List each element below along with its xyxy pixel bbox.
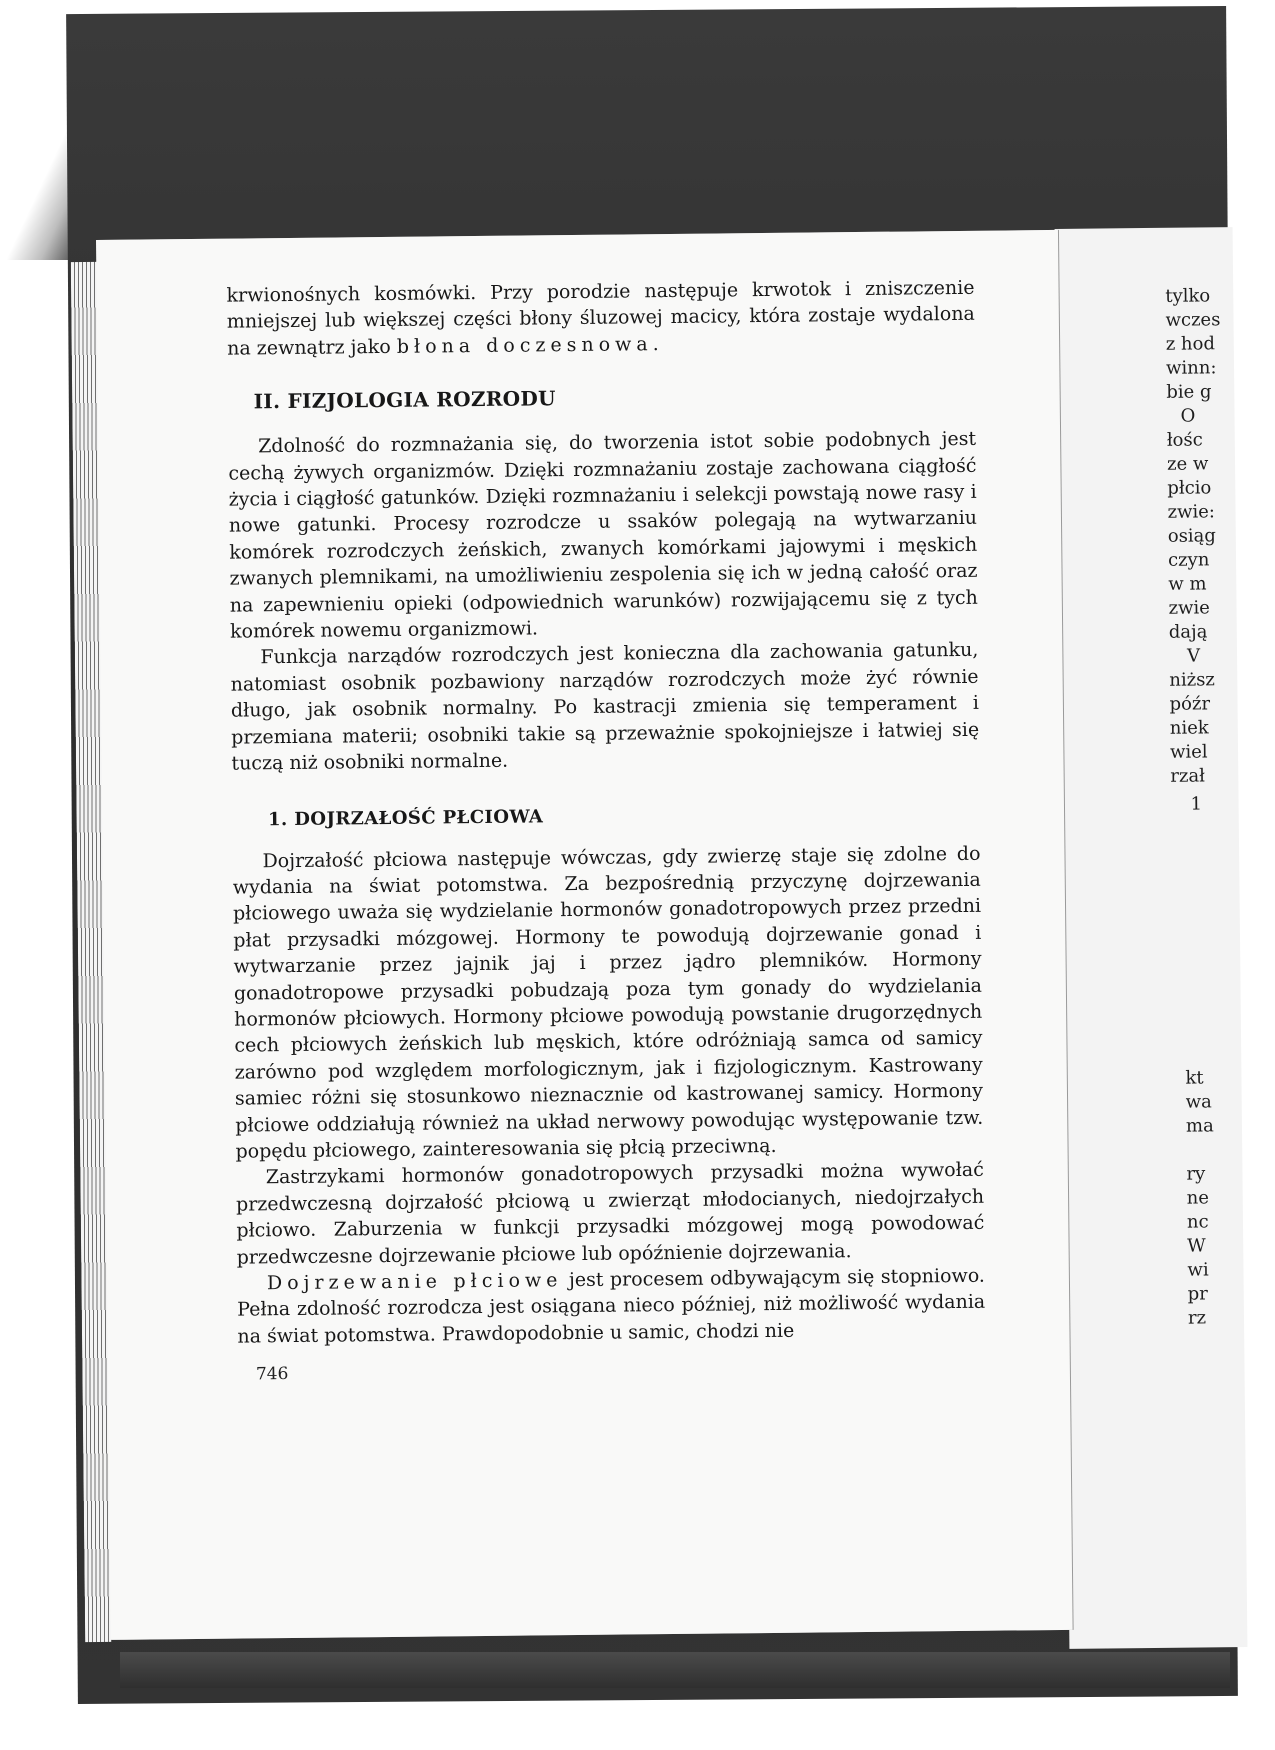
paragraph-reproductive-organs: Funkcja narządów rozrodczych jest konieczna dla zachowania gatunku, natomiast osobnik pozbawiony narządów rozrodczych może żyć równie długo, jak osobnik normalny. Po kastracji zmienia się temperament i przemiana materii; osobniki takie są przeważnie spokojniejsze i łatwiej się tuczą niż osobniki normalne. [230,639,980,775]
adjacent-page [1055,227,1248,1649]
adjacent-page-fragment: z hod [1165,333,1216,355]
adjacent-page-fragment: W [1187,1235,1206,1257]
page-number: 746 [255,1364,289,1385]
adjacent-page-fragment: tylko [1165,285,1211,307]
adjacent-page-fragment: zwie [1168,597,1210,619]
adjacent-page-fragment: pr [1187,1283,1208,1305]
intro-paragraph-start: krwionośnych kosmówki. Przy porodzie następuje krwotok i zniszczenie mniejszej lub większej części błony śluzowej macicy, która zostaje wydalona na zewnątrz jako [226,276,975,360]
adjacent-page-fragment: niek [1169,717,1209,739]
adjacent-page-fragment: czyn [1167,549,1210,571]
paragraph-sexual-maturity: Dojrzałość płciowa następuje wówczas, gdy zwierzę staje się zdolne do wydania na świat potomstwa. Za bezpośrednią przyczynę dojrzewania płciowego uważa się wydzielanie hormonów gonadotropowych przez przedni płat przysadki mózgowej. Hormony te powodują dojrzewanie gonad i wytwarzanie przez jajnik jaj i przez jądro plemników. Hormony gonadotropowe przysadki pobudzają poza tym gonady do wydzielania hormonów płciowych. Hormony płciowe powodują powstanie drugorzędnych cech płciowych żeńskich lub męskich, które odróżniają samca od samicy zarówno pod względem morfologicznym, jak i fizjologicznym. Kastrowany samiec różni się stosunkowo nieznacznie od kastrowanej samicy. Hormony płciowe oddziałują również na układ nerwowy powodując występowanie tzw. popędu płciowego, zainteresowania się płcią przeciwną. [232,842,984,1163]
book-page [96,230,1073,1640]
adjacent-page-fragment: 1 [1190,793,1203,815]
page-text [226,275,985,1350]
adjacent-page-fragment: łośc [1166,429,1203,451]
section-heading: II. FIZJOLOGIA ROZRODU [253,386,556,414]
adjacent-page-fragment: późr [1169,693,1211,715]
sub-heading: 1. DOJRZAŁOŚĆ PŁCIOWA [267,805,544,830]
adjacent-page-fragment: ne [1186,1187,1210,1209]
adjacent-page-fragment: wi [1187,1259,1209,1281]
adjacent-page-fragment: nc [1186,1211,1209,1233]
adjacent-page-fragment: zwie: [1167,501,1216,523]
intro-paragraph-emphasis: błona doczesnowa [396,332,653,358]
adjacent-page-fragment: winn: [1165,357,1217,379]
intro-paragraph [226,275,975,362]
adjacent-page-fragment: płcio [1167,477,1212,499]
adjacent-page-fragment: dają [1168,621,1208,643]
adjacent-page-fragment: O [1180,405,1196,427]
adjacent-page-fragment: rzał [1170,765,1206,787]
paragraph-reproduction: Zdolność do rozmnażania się, do tworzenia istot sobie podobnych jest cechą żywych organizmów. Dzięki rozmnażaniu zostaje zachowana ciągłość życia i ciągłość gatunków. Dzięki rozmnażaniu i selekcji powstają nowe rasy i nowe gatunki. Procesy rozrodcze u ssaków polegają na wytwarzaniu komórek rozrodczych żeńskich, zwanych komórkami jajowymi i męskich zwanych plemnikami, na umożliwieniu zespolenia się ich w jedną całość oraz na zapewnieniu opieki (odpowiednich warunków) rozwijającemu się z tych komórek nowemu organizmowi. [228,428,978,643]
paragraph-maturation-emphasis: Dojrzewanie płciowe [266,1269,563,1295]
adjacent-page-fragment: ry [1186,1163,1206,1185]
adjacent-page-fragment: wczes [1165,309,1221,331]
adjacent-page-fragment: osiąg [1167,525,1216,547]
adjacent-page-fragment: wiel [1169,741,1208,763]
adjacent-page-fragment: rz [1187,1307,1207,1329]
paragraph-gonadotropic-hormones: Zastrzykami hormonów gonadotropowych przysadki można wywołać przedwczesną dojrzałość płciową u zwierząt młodocianych, niedojrzałych płciowo. Zaburzenia w funkcji przysadki mózgowej mogą powodować przedwczesne dojrzewanie płciowe lub opóźnienie dojrzewania. [235,1159,985,1269]
adjacent-page-fragment: wa [1185,1091,1212,1113]
adjacent-page-fragment: w m [1168,573,1207,595]
adjacent-page-fragment: niższ [1169,669,1215,691]
adjacent-page-fragment: bie g [1166,381,1212,403]
adjacent-page-fragment: kt [1185,1067,1204,1089]
paragraph-maturation-rest: jest procesem odbywającym się stopniowo. Pełna zdolność rozrodcza jest osiągana nieco później, niż możliwość wydania na świat potomstwa. Prawdopodobnie u samic, chodzi nie [237,1264,986,1348]
adjacent-page-fragment: ma [1185,1115,1214,1137]
paragraph-maturation [237,1263,986,1350]
adjacent-page-fragment: ze w [1166,453,1209,475]
intro-paragraph-end: . [652,332,659,355]
adjacent-page-fragment: V [1186,645,1201,667]
scanner-bottom-edge [120,1652,1230,1688]
